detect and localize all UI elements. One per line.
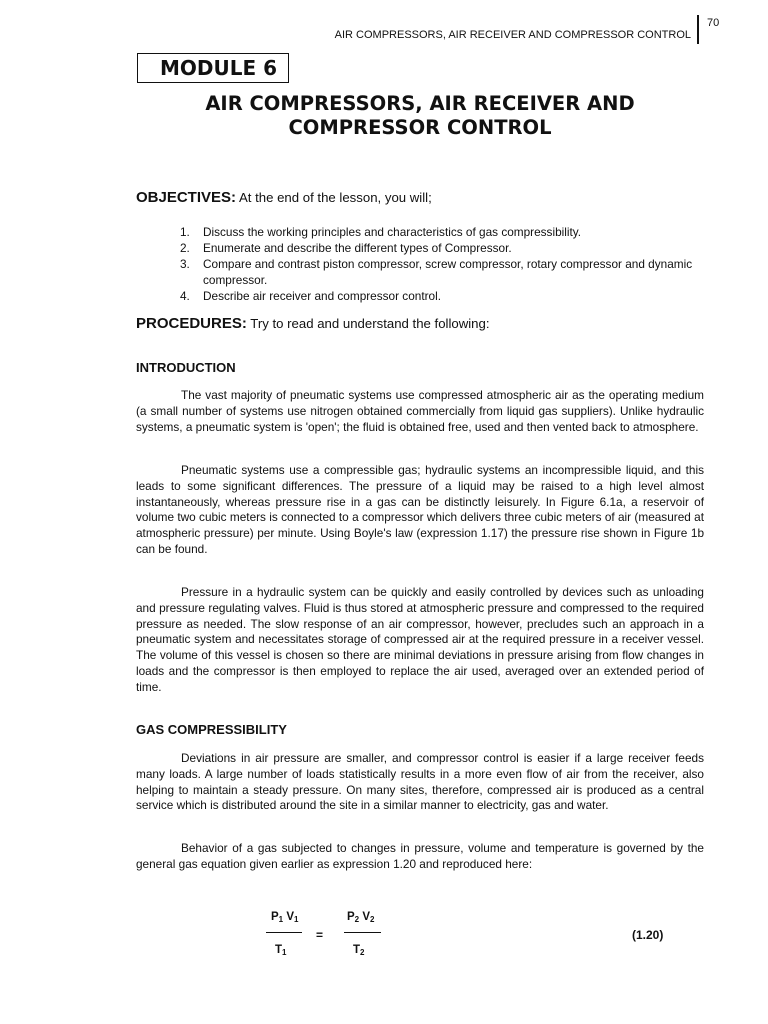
objectives-list bbox=[180, 224, 700, 304]
objective-text: Enumerate and describe the different types of Compressor. bbox=[203, 241, 512, 255]
subscript: 1 bbox=[282, 948, 287, 957]
fraction-bar bbox=[266, 932, 302, 933]
pressure-symbol: P bbox=[347, 911, 355, 923]
objective-number: 2. bbox=[180, 241, 190, 255]
objective-item bbox=[180, 256, 700, 288]
subscript: 2 bbox=[370, 915, 375, 924]
header-divider bbox=[697, 15, 699, 44]
volume-symbol: V bbox=[362, 911, 370, 923]
procedures-line bbox=[136, 315, 490, 332]
pressure-symbol: P bbox=[271, 911, 279, 923]
subscript: 1 bbox=[278, 915, 284, 924]
gas-compressibility-heading: GAS COMPRESSIBILITY bbox=[136, 722, 287, 737]
objective-number: 1. bbox=[180, 225, 190, 239]
volume-symbol: V bbox=[286, 911, 294, 923]
running-header: AIR COMPRESSORS, AIR RECEIVER AND COMPRESSOR CONTROL bbox=[334, 29, 691, 41]
objectives-label: OBJECTIVES: bbox=[136, 189, 237, 206]
objectives-intro: At the end of the lesson, you will; bbox=[236, 190, 432, 205]
module-label: MODULE 6 bbox=[137, 53, 289, 83]
introduction-paragraph: Pneumatic systems use a compressible gas; hydraulic systems an incompressible liquid, and this leads to some significant differences. The pressure of a liquid may be raised to a high level almost instantaneously, whereas pressure rise in a gas can be distinctly leisurely. In Figure 6.1a, a reservoir of volume two cubic meters is connected to a compressor which delivers three cubic meters of air (measured at atmospheric pressure) per minute. Using Boyle's law (expression 1.17) the pressure rise shown in Figure 1b can be found. bbox=[136, 463, 704, 556]
gas-compressibility-paragraph: Behavior of a gas subjected to changes in pressure, volume and temperature is governed by the general gas equation given earlier as expression 1.20 and reproduced here: bbox=[136, 841, 704, 871]
document-title: AIR COMPRESSORS, AIR RECEIVER AND COMPRESSOR CONTROL bbox=[205, 92, 635, 139]
subscript: 2 bbox=[354, 915, 360, 924]
temperature-symbol: T bbox=[275, 944, 283, 956]
temperature-symbol: T bbox=[353, 944, 361, 956]
equation-left-denominator bbox=[275, 944, 286, 957]
objectives-line bbox=[136, 189, 432, 206]
subscript: 2 bbox=[360, 948, 365, 957]
objective-item bbox=[180, 288, 700, 304]
objective-item bbox=[180, 224, 700, 240]
fraction-bar bbox=[344, 932, 381, 933]
introduction-heading: INTRODUCTION bbox=[136, 360, 236, 375]
objective-number: 4. bbox=[180, 289, 190, 303]
gas-compressibility-paragraph: Deviations in air pressure are smaller, and compressor control is easier if a large receiver feeds many loads. A large number of loads statistically results in a more even flow of air from the receiver, also helping to maintain a steady pressure. On many sites, therefore, compressed air is produced as a central service which is distributed around the site in a similar manner to electricity, gas and water. bbox=[136, 751, 704, 813]
objective-text: Discuss the working principles and characteristics of gas compressibility. bbox=[203, 225, 582, 239]
subscript: 1 bbox=[294, 915, 299, 924]
objective-item bbox=[180, 240, 700, 256]
introduction-paragraph: The vast majority of pneumatic systems use compressed atmospheric air as the operating medium (a small number of systems use nitrogen obtained commercially from liquid gas suppliers). Unlike hydraulic systems, a pneumatic system is 'open'; the fluid is obtained free, used and then vented back to atmosphere. bbox=[136, 388, 704, 434]
page-number: 70 bbox=[707, 17, 720, 29]
equation-right-denominator bbox=[353, 944, 364, 957]
procedures-intro: Try to read and understand the following: bbox=[246, 316, 490, 331]
equals-sign: = bbox=[316, 928, 324, 942]
equation-number: (1.20) bbox=[632, 928, 664, 942]
equation-right-numerator bbox=[347, 911, 374, 924]
objective-text: Compare and contrast piston compressor, screw compressor, rotary compressor and dynamic compressor. bbox=[203, 257, 693, 287]
equation-left-numerator bbox=[271, 911, 298, 924]
objective-text: Describe air receiver and compressor control. bbox=[203, 289, 441, 303]
introduction-paragraph: Pressure in a hydraulic system can be quickly and easily controlled by devices such as unloading and pressure regulating valves. Fluid is thus stored at atmospheric pressure and compressed to the required pressure as needed. The slow response of an air compressor, however, precludes such an approach in a pneumatic system and necessitates storage of compressed air at the required pressure in a receiver vessel. The volume of this vessel is chosen so there are minimal deviations in pressure arising from flow changes in loads and the compressor is then employed to replace the air used, averaged over an extended period of time. bbox=[136, 585, 704, 694]
objective-number: 3. bbox=[180, 257, 190, 271]
procedures-label: PROCEDURES: bbox=[136, 315, 247, 332]
